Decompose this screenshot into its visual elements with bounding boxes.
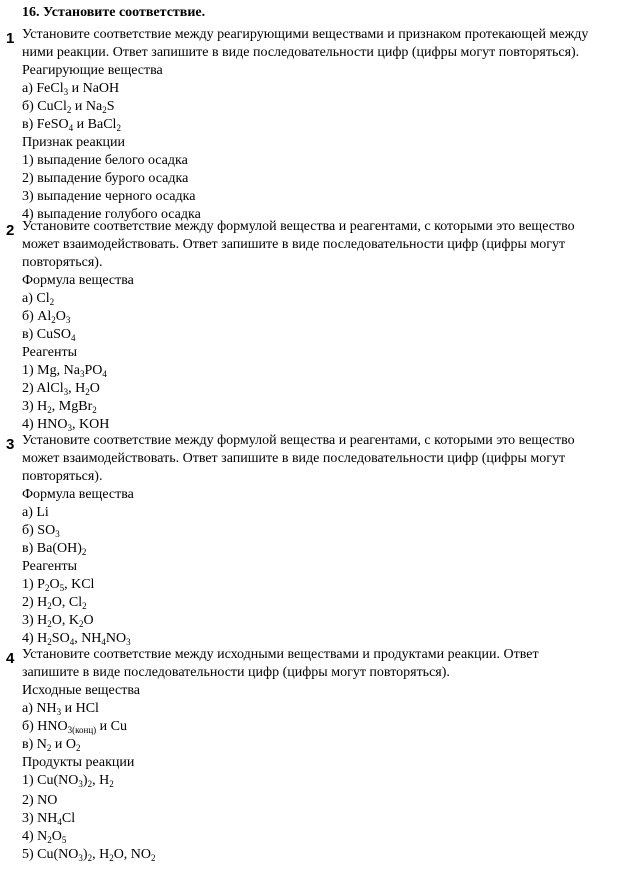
section-heading-line: Исходные вещества <box>22 683 140 698</box>
answer-choice-line: 4) $HNO_3$, KOH <box>22 417 110 433</box>
option-line: в) $N_2$ и $O_2$ <box>22 737 81 753</box>
answer-choice-line: 3) $NH_4Cl$ <box>22 811 76 827</box>
answer-choice-line: 4) $H_2SO_4$, $NH_4NO_3$ <box>22 631 131 647</box>
answer-choice-line: 2) NO <box>22 793 58 808</box>
answer-choice-line: 2) AlCl$_3$, $H_2O$ <box>22 381 100 397</box>
instruction-line: Установите соответствие между формулой вещества и реагентами, с которыми это вещество <box>22 219 575 234</box>
section-heading-line: Признак реакции <box>22 135 126 150</box>
option-line: в) FeSO$_4$ и BaCl$_2$ <box>22 117 121 133</box>
answer-choice-line: 5) $Cu(NO_3)_2$, $H_2O$, $NO_2$ <box>22 847 156 863</box>
option-line: б) $Al_2O_3$ <box>22 309 71 325</box>
task-number: 1 <box>6 30 15 47</box>
section-heading-line: Продукты реакции <box>22 755 135 770</box>
answer-choice-line: 1) Mg, $Na_3PO_4$ <box>22 363 107 379</box>
section-heading-line: Формула вещества <box>22 273 134 288</box>
answer-choice-line: 2) $H_2O$, $Cl_2$ <box>22 595 87 611</box>
option-line: а) $NH_3$ и HCl <box>22 701 99 717</box>
section-heading-line: Реагенты <box>22 559 77 574</box>
task-number: 2 <box>6 222 15 239</box>
instruction-line: повторяться). <box>22 255 103 270</box>
answer-choice-line: 3) выпадение черного осадка <box>22 189 196 204</box>
section-heading-line: Реагенты <box>22 345 77 360</box>
option-line: б) $HNO_{3(конц)}$ и Cu <box>22 719 128 735</box>
worksheet-title: 16. Установите соответствие. <box>22 5 206 20</box>
option-line: б) CuCl$_2$ и $Na_2S$ <box>22 99 115 115</box>
task-number: 4 <box>6 650 15 667</box>
section-heading-line: Реагирующие вещества <box>22 63 163 78</box>
option-line: б) $SO_3$ <box>22 523 60 539</box>
option-line: а) FeCl$_3$ и NaOH <box>22 81 120 97</box>
option-line: в) $Ba(OH)_2$ <box>22 541 87 557</box>
task-number: 3 <box>6 436 15 453</box>
option-line: в) CuSO$_4$ <box>22 327 76 343</box>
answer-choice-line: 4) $N_2O_5$ <box>22 829 67 845</box>
option-line: а) Li <box>22 505 49 520</box>
instruction-line: Установите соответствие между формулой вещества и реагентами, с которыми это вещество <box>22 433 575 448</box>
instruction-line: может взаимодействовать. Ответ запишите в виде последовательности цифр (цифры могут <box>22 237 566 252</box>
instruction-line: повторяться). <box>22 469 103 484</box>
instruction-line: Установите соответствие между реагирующими веществами и признаком протекающей между <box>22 27 589 42</box>
answer-choice-line: 2) выпадение бурого осадка <box>22 171 189 186</box>
instruction-line: ними реакции. Ответ запишите в виде последовательности цифр (цифры могут повторяться). <box>22 45 580 60</box>
option-line: а) $Cl_2$ <box>22 291 55 307</box>
answer-choice-line: 3) $H_2O$, $K_2O$ <box>22 613 94 629</box>
instruction-line: запишите в виде последовательности цифр (цифры могут повторяться). <box>22 665 450 680</box>
answer-choice-line: 1) $Cu(NO_3)_2$, $H_2$ <box>22 773 114 789</box>
answer-choice-line: 1) выпадение белого осадка <box>22 153 188 168</box>
answer-choice-line: 1) $P_2O_5$, KCl <box>22 577 95 593</box>
answer-choice-line: 3) $H_2$, MgBr$_2$ <box>22 399 97 415</box>
answer-choice-line: 4) выпадение голубого осадка <box>22 207 201 222</box>
instruction-line: может взаимодействовать. Ответ запишите в виде последовательности цифр (цифры могут <box>22 451 566 466</box>
instruction-line: Установите соответствие между исходными веществами и продуктами реакции. Ответ <box>22 647 539 662</box>
section-heading-line: Формула вещества <box>22 487 134 502</box>
